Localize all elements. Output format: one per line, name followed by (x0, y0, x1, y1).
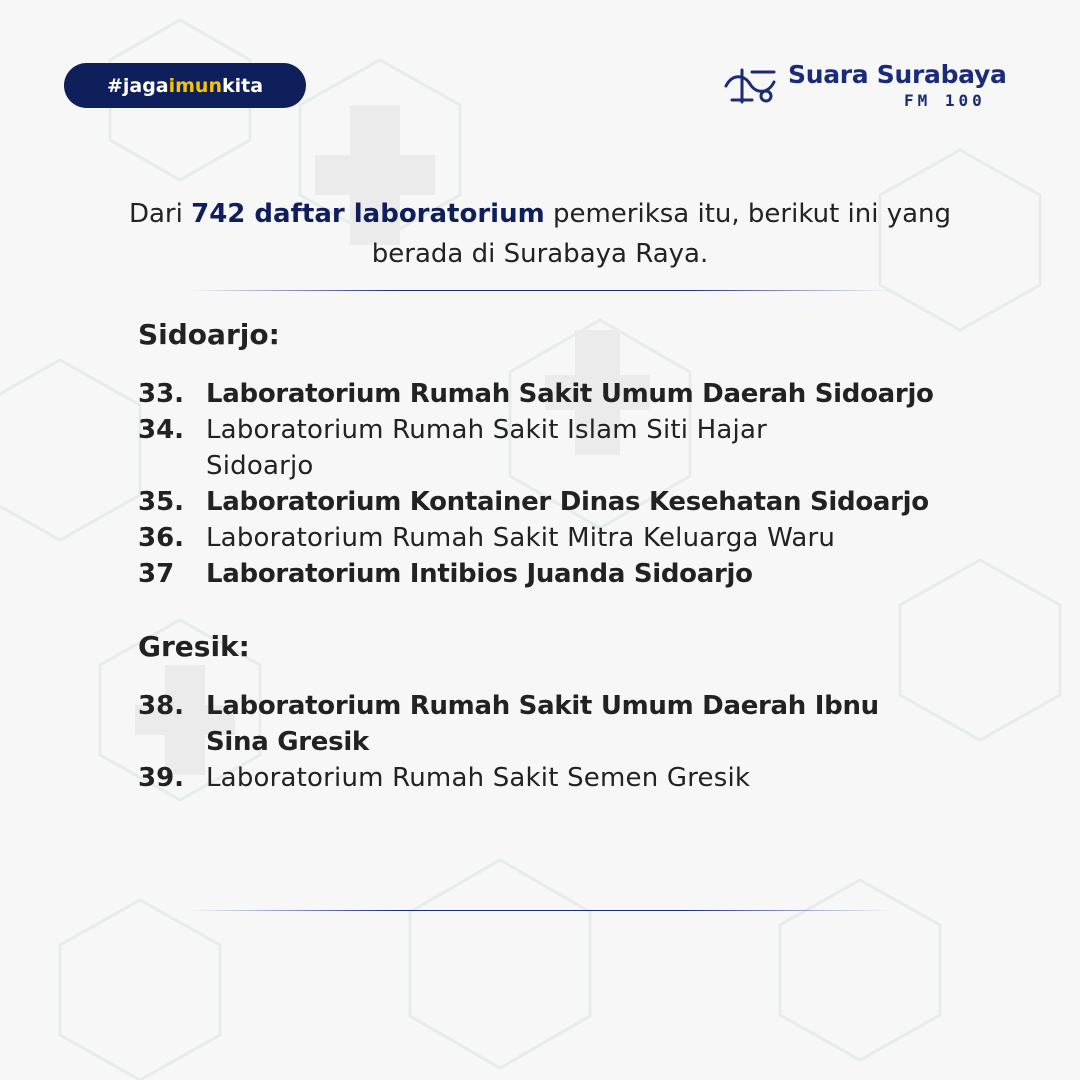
item-text: Laboratorium Rumah Sakit Semen Gresik (206, 763, 751, 793)
item-number: 33. (138, 379, 185, 409)
section-title-gresik: Gresik: (138, 630, 250, 663)
list-sidoarjo (138, 376, 1018, 592)
station-logo (722, 60, 1022, 112)
list-item (138, 376, 1018, 412)
item-text: Laboratorium Rumah Sakit Mitra Keluarga Waru (206, 523, 836, 553)
list-gresik (138, 688, 1018, 796)
hashtag-suffix: kita (222, 74, 264, 97)
section-title-sidoarjo: Sidoarjo: (138, 318, 280, 351)
intro-part2: pemeriksa itu, berikut ini yang berada di Surabaya Raya. (371, 199, 952, 269)
list-item (138, 760, 1018, 796)
item-text: Laboratorium Rumah Sakit Islam Siti Hajar Sidoarjo (206, 415, 767, 481)
logo-frequency: FM 100 (904, 91, 986, 110)
item-number: 35. (138, 487, 185, 517)
item-text: Laboratorium Rumah Sakit Umum Daerah Ibnu Sina Gresik (206, 691, 879, 757)
divider-top (190, 290, 890, 291)
logo-name: Suara Surabaya (788, 60, 1007, 89)
list-item (138, 484, 1018, 520)
hashtag-prefix: #jaga (106, 74, 169, 97)
intro-emphasis: 742 daftar laboratorium (191, 199, 545, 229)
hashtag-badge (64, 63, 306, 108)
intro-text (90, 194, 990, 274)
item-number: 37 (138, 559, 175, 589)
logo-wave-icon (722, 66, 782, 106)
item-number: 34. (138, 415, 185, 445)
list-item (138, 688, 1018, 760)
intro-part1: Dari (128, 199, 192, 229)
list-item (138, 412, 1018, 484)
list-item (138, 520, 1018, 556)
divider-bottom (190, 910, 890, 911)
item-text: Laboratorium Rumah Sakit Umum Daerah Sidoarjo (206, 379, 934, 409)
item-text: Laboratorium Intibios Juanda Sidoarjo (206, 559, 753, 589)
hashtag-highlight: imun (168, 74, 222, 97)
list-item (138, 556, 1018, 592)
item-number: 36. (138, 523, 185, 553)
item-number: 38. (138, 691, 185, 721)
item-text: Laboratorium Kontainer Dinas Kesehatan Sidoarjo (206, 487, 929, 517)
item-number: 39. (138, 763, 185, 793)
